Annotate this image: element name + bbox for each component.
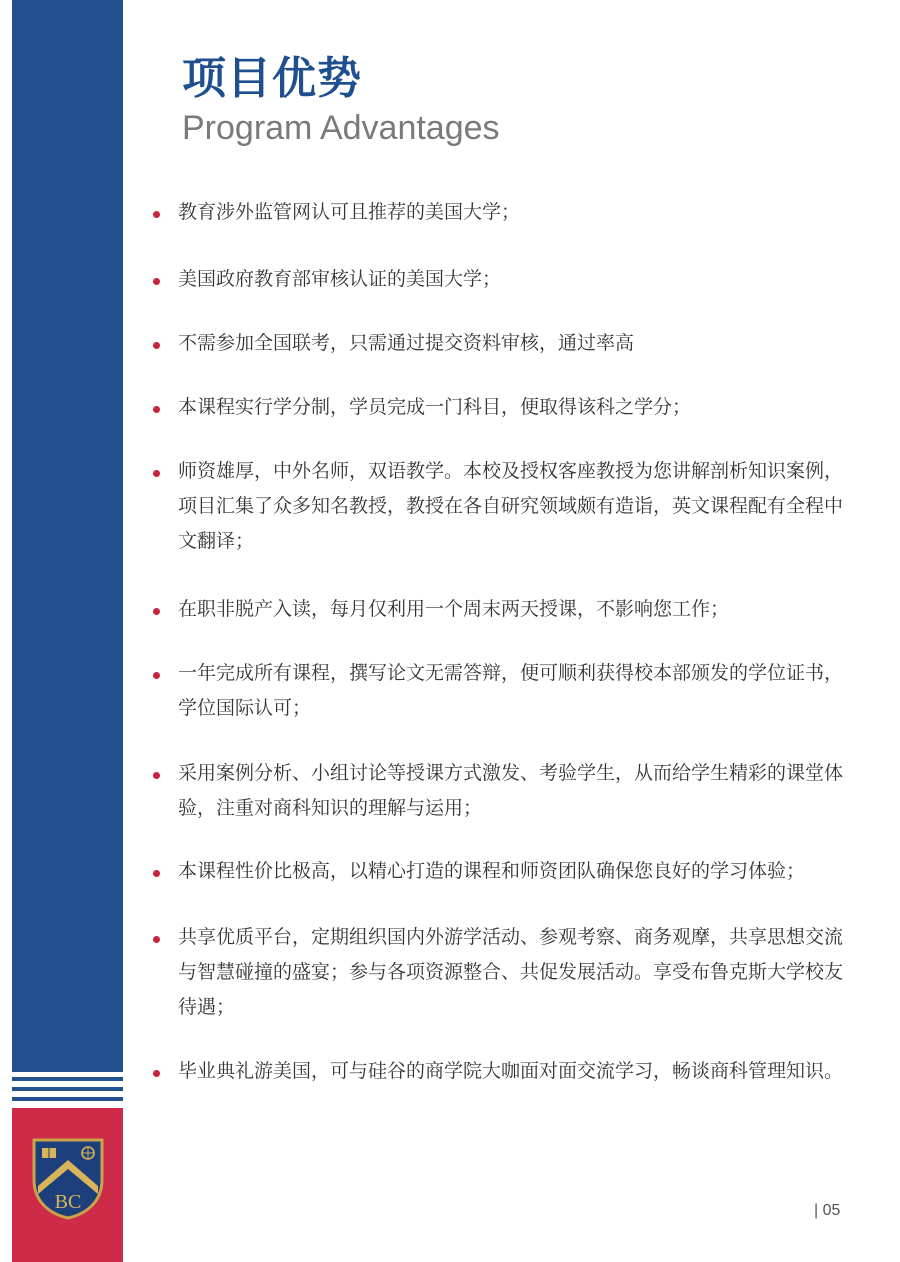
page-title: 项目优势 [182, 53, 362, 104]
bullet-dot [153, 278, 160, 285]
page-subtitle: Program Advantages [182, 109, 500, 147]
bullet-dot [153, 1070, 160, 1077]
bullet-dot [153, 406, 160, 413]
bullet-dot [153, 870, 160, 877]
bullet-dot [153, 211, 160, 218]
list-item-text: 毕业典礼游美国，可与硅谷的商学院大咖面对面交流学习，畅谈商科管理知识。 [178, 1060, 844, 1082]
page-number: | 05 [814, 1202, 841, 1219]
bullet-dot [153, 936, 160, 943]
bullet-dot [153, 470, 160, 477]
list-item-text: 在职非脱产入读，每月仅利用一个周末两天授课，不影响您工作； [178, 598, 730, 620]
bullet-dot [153, 608, 160, 615]
decorative-stripes [12, 1072, 123, 1108]
bullet-dot [153, 672, 160, 679]
list-item-text: 本课程性价比极高，以精心打造的课程和师资团队确保您良好的学习体验； [178, 860, 806, 882]
svg-text:BC: BC [54, 1191, 82, 1213]
university-crest-icon [30, 1136, 106, 1220]
crest-block [12, 1108, 123, 1262]
bullet-dot [153, 342, 160, 349]
list-item-text: 本课程实行学分制，学员完成一门科目，便取得该科之学分； [178, 396, 692, 418]
list-item-text: 采用案例分析、小组讨论等授课方式激发、考验学生，从而给学生精彩的课堂体验，注重对商科知识的理解与运用； [178, 762, 844, 819]
left-navy-band [12, 0, 123, 1072]
list-item-text: 共享优质平台，定期组织国内外游学活动、参观考察、商务观摩，共享思想交流与智慧碰撞的盛宴；参与各项资源整合、共促发展活动。享受布鲁克斯大学校友待遇； [178, 926, 844, 1018]
list-item-text: 教育涉外监管网认可且推荐的美国大学； [178, 201, 521, 223]
bullet-dot [153, 772, 160, 779]
list-item-text: 美国政府教育部审核认证的美国大学； [178, 268, 502, 290]
list-item-text: 不需参加全国联考，只需通过提交资料审核，通过率高 [178, 332, 635, 354]
list-item-text: 一年完成所有课程，撰写论文无需答辩，便可顺利获得校本部颁发的学位证书，学位国际认可； [178, 662, 844, 719]
list-item-text: 师资雄厚，中外名师，双语教学。本校及授权客座教授为您讲解剖析知识案例，项目汇集了众多知名教授，教授在各自研究领域颇有造诣，英文课程配有全程中文翻译； [178, 460, 844, 552]
